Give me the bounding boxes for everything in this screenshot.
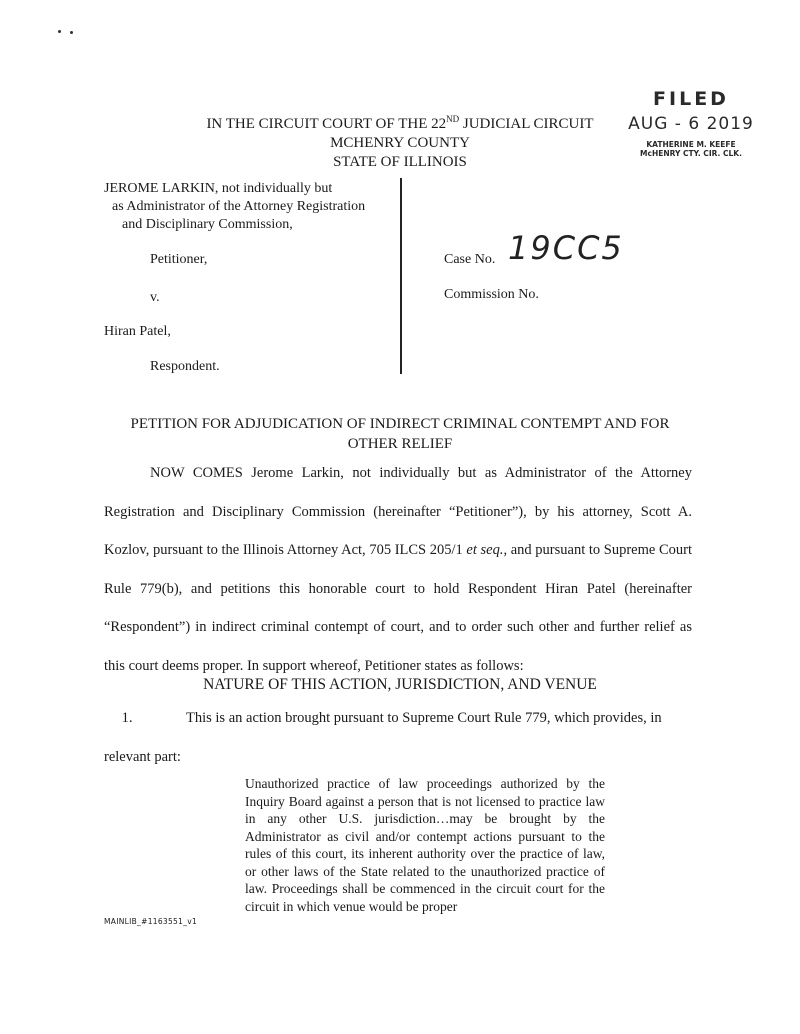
court-line-1: IN THE CIRCUIT COURT OF THE 22ND JUDICIAL CIRCUIT [206,114,594,132]
filed-date: AUG - 6 2019 [628,114,754,134]
court-header [200,110,600,172]
respondent-name: Hiran Patel, [104,324,171,339]
petitioner-role: Petitioner, [150,252,208,267]
court-line-2: MCHENRY COUNTY [330,135,470,151]
document-title: PETITION FOR ADJUDICATION OF INDIRECT CRIMINAL CONTEMPT AND FOR OTHER RELIEF [130,416,670,452]
filed-stamp [626,88,756,158]
intro-paragraph: NOW COMES Jerome Larkin, not individually but as Administrator of the Attorney Registration and Disciplinary Commission (hereinafter “Petitioner”), by his attorney, Scott A. Kozlov, pursuant to the Illinois Attorney Act, 705 ILCS 205/1 et seq., and pursuant to Supreme Court Rule 779(b), and petitions this honorable court to hold Respondent Hiran Patel (hereinafter “Respondent”) in indirect criminal contempt of court, and to order such other and further relief as this court deems proper. In support whereof, Petitioner states as follows: [104,465,692,674]
paragraph-number: 1. [121,710,133,726]
caption-divider [400,178,402,374]
respondent-role: Respondent. [150,359,220,374]
block-quote: Unauthorized practice of law proceedings authorized by the Inquiry Board against a person that is not licensed to practice law in any other U.S. jurisdiction…may be brought by the Administrator as civil and/or contempt actions pursuant to the rules of this court, its inherent authority over the practice of law, or other laws of the State related to the unauthorized practice of law. Proceedings shall be commenced in the circuit court for the circuit in which venue would be proper [245,776,605,914]
case-number-handwritten: 19CC5 [508,229,624,267]
court-line-3: STATE OF ILLINOIS [333,154,467,170]
petitioner-name-line-2: as Administrator of the Attorney Registration [112,199,366,214]
case-number-label: Case No. [444,252,496,267]
scan-speck [58,30,61,33]
footer-document-id: MAINLIB_#1163551_v1 [104,917,198,926]
scan-speck [70,31,73,34]
versus: v. [150,290,160,305]
commission-number-label: Commission No. [444,287,539,302]
petitioner-name-line-3: and Disciplinary Commission, [122,217,293,232]
clerk-office: McHENRY CTY. CIR. CLK. [640,149,742,158]
section-heading: NATURE OF THIS ACTION, JURISDICTION, AND VENUE [203,676,597,693]
paragraph-1: 1. This is an action brought pursuant to Supreme Court Rule 779, which provides, in relevant part: [104,699,692,776]
petitioner-name-line-1: JEROME LARKIN, not individually but [104,181,333,196]
filed-label: FILED [653,88,729,110]
clerk-name: KATHERINE M. KEEFE [646,140,736,149]
